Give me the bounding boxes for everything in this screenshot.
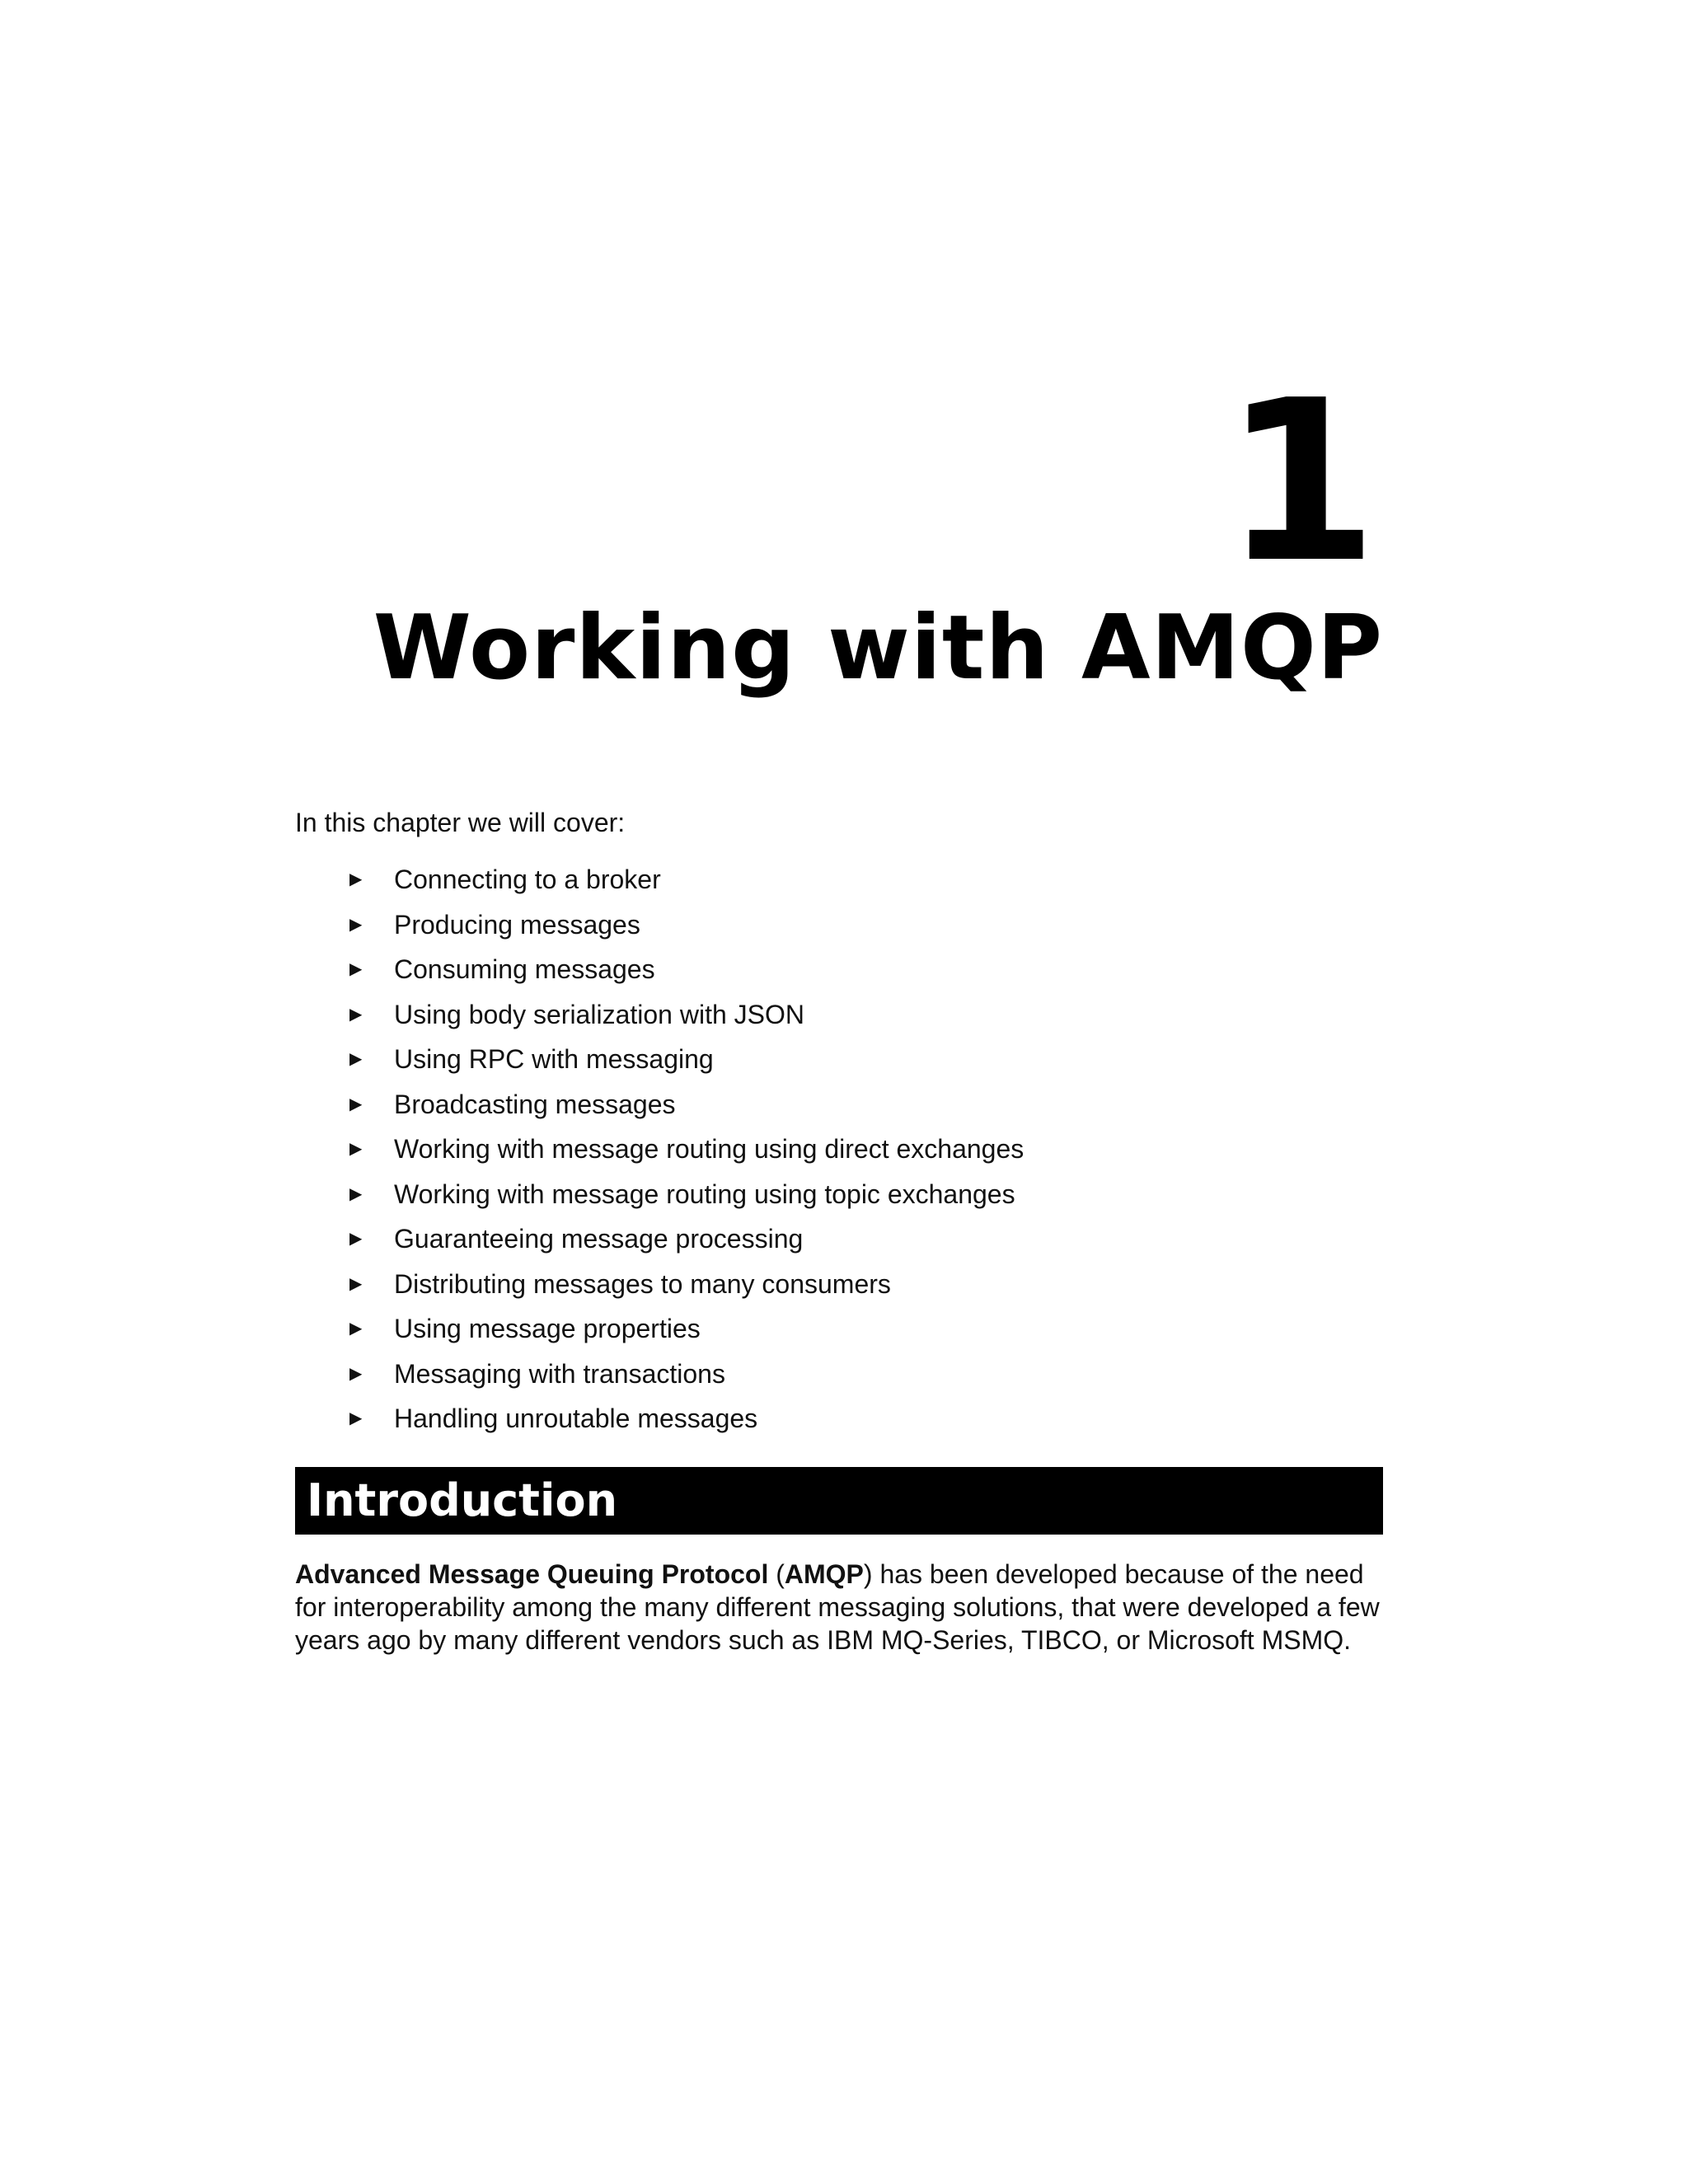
triangle-bullet-icon: ▶ [349, 1274, 363, 1293]
list-item [295, 902, 1383, 948]
list-item [295, 1352, 1383, 1397]
list-item-label: Distributing messages to many consumers [394, 1268, 891, 1299]
triangle-bullet-icon: ▶ [349, 1319, 363, 1338]
chapter-title: Working with AMQP [373, 597, 1383, 700]
bold-term: Advanced Message Queuing Protocol [295, 1559, 769, 1589]
list-item-label: Connecting to a broker [394, 865, 661, 894]
list-item-label: Producing messages [394, 909, 640, 940]
list-item-label: Using message properties [394, 1314, 701, 1343]
list-item [295, 1127, 1383, 1172]
list-item [295, 1172, 1383, 1217]
chapter-number: 1 [1223, 352, 1375, 612]
triangle-bullet-icon: ▶ [349, 1184, 363, 1203]
list-item-label: Consuming messages [394, 954, 655, 984]
triangle-bullet-icon: ▶ [349, 1409, 363, 1427]
paragraph-text: ) has been developed because of the need for interoperability among the many different messaging solutions, that were developed a few years ago by many different vendors such as IBM MQ-Series, TIBCO, or Microsoft MSMQ. [295, 1559, 1380, 1655]
triangle-bullet-icon: ▶ [349, 960, 363, 978]
triangle-bullet-icon: ▶ [349, 1050, 363, 1068]
list-item-label: Guaranteeing message processing [394, 1224, 804, 1254]
triangle-bullet-icon: ▶ [349, 1140, 363, 1158]
triangle-bullet-icon: ▶ [349, 915, 363, 934]
list-item [295, 1306, 1383, 1352]
paragraph-text: ( [768, 1559, 785, 1589]
list-item [295, 1082, 1383, 1127]
intro-paragraph [295, 1558, 1391, 1657]
list-item-label: Working with message routing using direct exchanges [394, 1134, 1025, 1164]
list-item-label: Using RPC with messaging [394, 1044, 714, 1074]
chapter-topic-list [295, 857, 1383, 1441]
section-heading-bar [295, 1467, 1383, 1535]
triangle-bullet-icon: ▶ [349, 1094, 363, 1113]
list-item-label: Messaging with transactions [394, 1358, 725, 1389]
list-item [295, 1216, 1383, 1262]
triangle-bullet-icon: ▶ [349, 1005, 363, 1024]
list-item [295, 1037, 1383, 1082]
triangle-bullet-icon: ▶ [349, 1364, 363, 1383]
chapter-intro: In this chapter we will cover: [295, 808, 626, 837]
triangle-bullet-icon: ▶ [349, 1230, 363, 1248]
list-item [295, 947, 1383, 992]
list-item [295, 1262, 1383, 1307]
section-title: Introduction [307, 1474, 618, 1526]
list-item-label: Working with message routing using topic exchanges [394, 1179, 1015, 1209]
list-item-label: Handling unroutable messages [394, 1404, 758, 1433]
list-item [295, 992, 1383, 1038]
list-item [295, 1396, 1383, 1441]
list-item [295, 857, 1383, 902]
list-item-label: Broadcasting messages [394, 1089, 676, 1119]
triangle-bullet-icon: ▶ [349, 870, 363, 888]
bold-abbreviation: AMQP [784, 1559, 864, 1589]
list-item-label: Using body serialization with JSON [394, 999, 804, 1029]
